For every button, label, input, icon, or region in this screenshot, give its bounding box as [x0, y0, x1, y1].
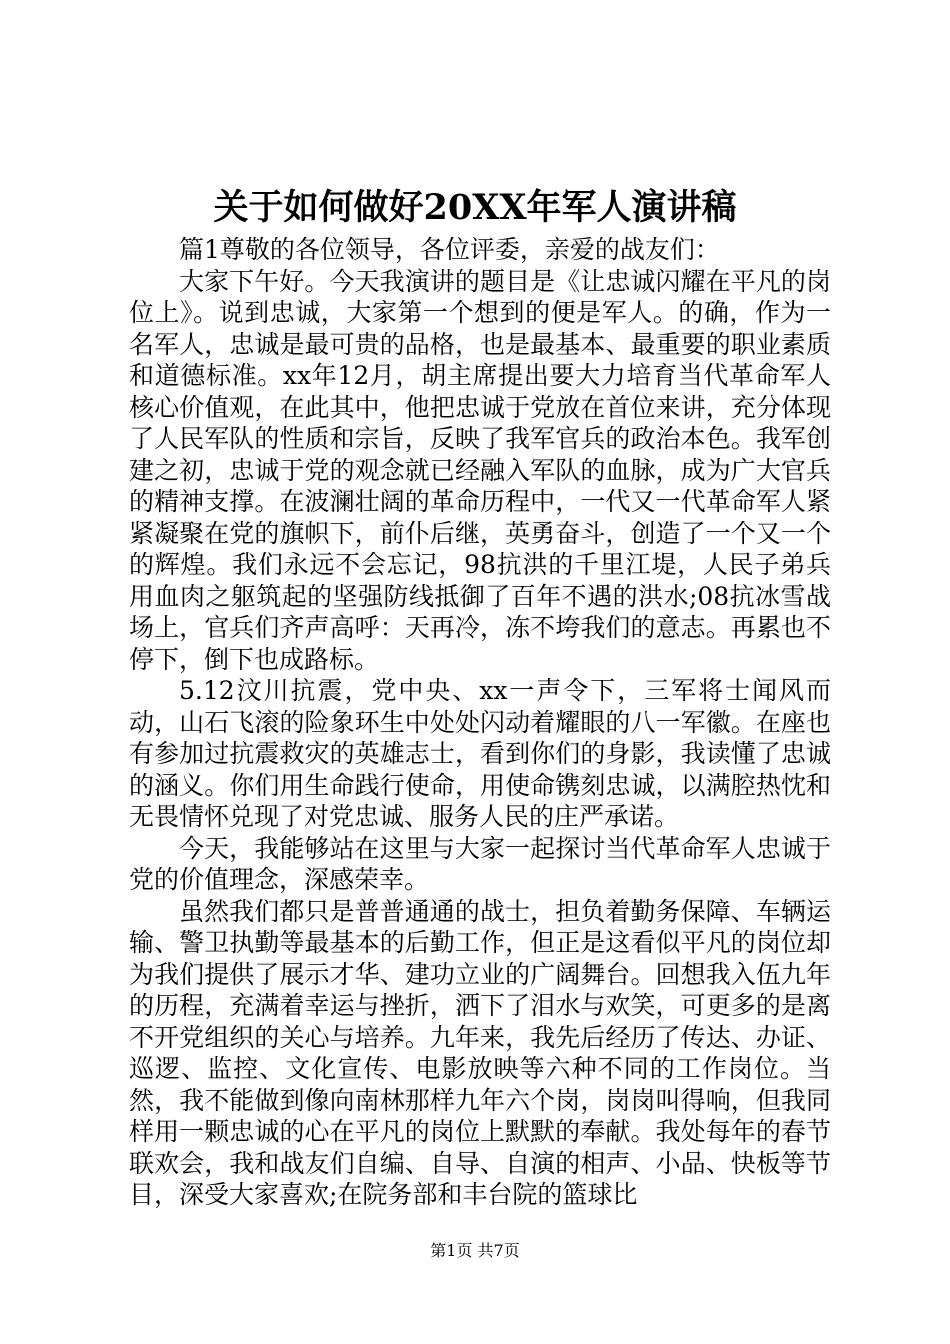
- paragraph-intro: 大家下午好。今天我演讲的题目是《让忠诚闪耀在平凡的岗位上》。说到忠诚，大家第一个想到的便是军人。的确，作为一名军人，忠诚是最可贵的品格，也是最基本、最重要的职业素质和道德标准。xx年12月，胡主席提出要大力培育当代革命军人核心价值观，在此其中，他把忠诚于党放在首位来讲，充分体现了人民军队的性质和宗旨，反映了我军官兵的政治本色。我军创建之初，忠诚于党的观念就已经融入军队的血脉，成为广大官兵的精神支撑。在波澜壮阔的革命历程中，一代又一代革命军人紧紧凝聚在党的旗帜下，前仆后继，英勇奋斗，创造了一个又一个的辉煌。我们永远不会忘记，98抗洪的千里江堤，人民子弟兵用血肉之躯筑起的坚强防线抵御了百年不遇的洪水;08抗冰雪战场上，官兵们齐声高呼：天再冷，冻不垮我们的意志。再累也不停下，倒下也成路标。: [129, 266, 831, 674]
- paragraph-experience: 虽然我们都只是普普通通的战士，担负着勤务保障、车辆运输、警卫执勤等最基本的后勤工作，但正是这看似平凡的岗位却为我们提供了展示才华、建功立业的广阔舞台。回想我入伍九年的历程，充满着幸运与挫折，洒下了泪水与欢笑，可更多的是离不开党组织的关心与培养。九年来，我先后经历了传达、办证、巡逻、监控、文化宣传、电影放映等六种不同的工作岗位。当然，我不能做到像向南林那样九年六个岗，岗岗叫得响，但我同样用一颗忠诚的心在平凡的岗位上默默的奉献。我处每年的春节联欢会，我和战友们自编、自导、自演的相声、小品、快板等节目，深受大家喜欢;在院务部和丰台院的篮球比: [129, 896, 831, 1209]
- paragraph-greeting: 篇1尊敬的各位领导，各位评委，亲爱的战友们：: [179, 235, 720, 264]
- document-title: 关于如何做好20XX年军人演讲稿: [213, 187, 737, 228]
- paragraph-honor: 今天，我能够站在这里与大家一起探讨当代革命军人忠诚于党的价值理念，深感荣幸。: [129, 833, 831, 894]
- page-footer: 第1页 共7页: [430, 1241, 520, 1260]
- paragraph-wenchuan: 5.12汶川抗震，党中央、xx一声令下，三军将士闻风而动，山石飞滚的险象环生中处处闪动着耀眼的八一军徽。在座也有参加过抗震救灾的英雄志士，看到你们的身影，我读懂了忠诚的涵义。你们用生命践行使命，用使命镌刻忠诚，以满腔热忱和无畏情怀兑现了对党忠诚、服务人民的庄严承诺。: [129, 676, 831, 831]
- document-body: [129, 234, 831, 1211]
